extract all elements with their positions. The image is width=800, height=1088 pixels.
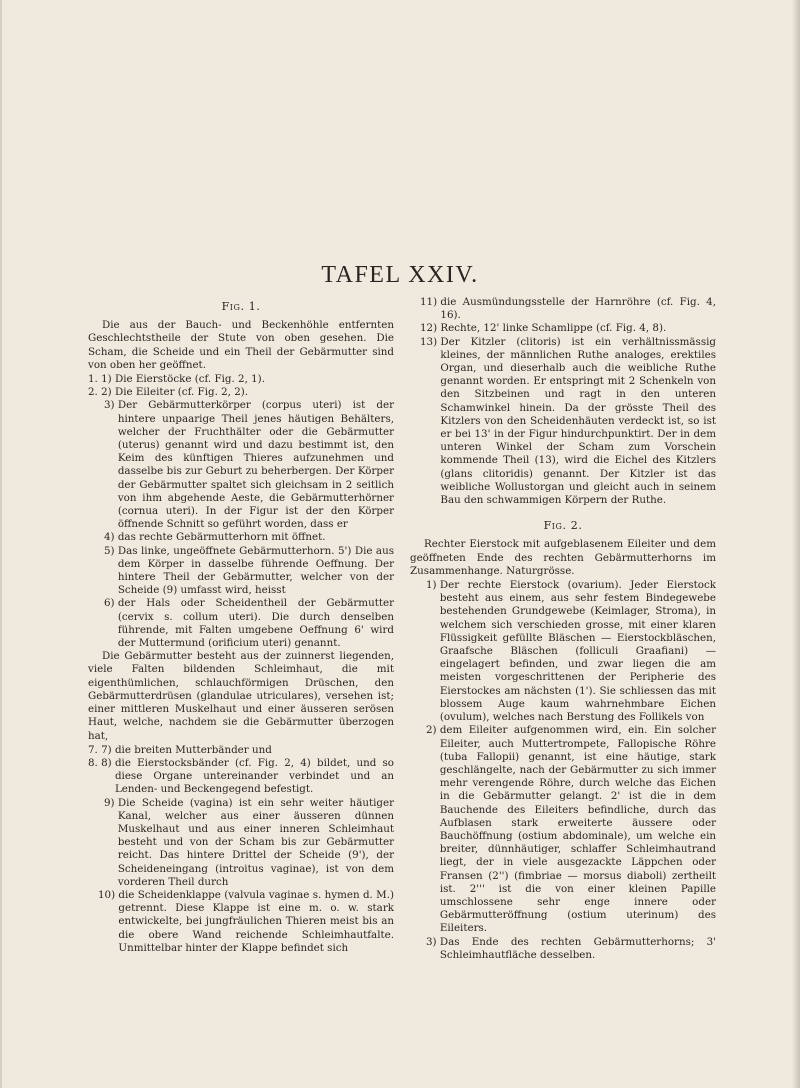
item-number: 6) [104, 597, 118, 610]
item-number: 9) [104, 796, 118, 809]
item-text: dem Eileiter aufgenommen wird, ein. Ein solcher Eileiter, auch Muttertrompete, Fallopische Röhre (tuba Fallopii) genannt, ist eine häutige, stark geschlängelte, nach der Gebärmutter zu sich immer mehr verengende Röhre, durch welche das Eichen in die Gebärmutter gelangt. 2' ist die in dem Bauchende des Eileiters befindliche, durch das Aufblasen stark erweiterte äussere oder Bauchöffnung (ostium abdominale), um welche ein breiter, dünnhäutiger, schlaffer Schleimhautrand liegt, der in viele ausgezackte Läppchen oder Fransen (2'') (fimbriae — morsus diaboli) zertheilt ist. 2''' ist die von einer kleinen Papille umschlossene sehr enge innere oder Gebärmutteröffnung (ostium uterinum) des Eileiters. [439, 724, 716, 935]
list-item [88, 889, 394, 955]
item-text: der Hals oder Scheidentheil der Gebärmutter (cervix s. collum uteri). Die durch denselben führende, mit Falten umgebene Oeffnung 6' wird der Muttermund (orificium uteri) genannt. [117, 597, 394, 650]
list-item [410, 336, 716, 508]
right-column [410, 296, 716, 962]
list-item [88, 545, 394, 598]
left-column [88, 296, 394, 955]
list-item [88, 744, 394, 757]
list-item [88, 597, 394, 650]
item-text: Die Scheide (vagina) ist ein sehr weiter häutiger Kanal, welcher aus einer äusseren dünnen Muskelhaut und aus einer inneren Schleimhaut besteht und von der Scham bis zur Gebärmutter reicht. Das hintere Drittel der Scheide (9'), der Scheideneingang (introitus vaginae), ist von dem vorderen Theil durch [117, 796, 394, 888]
list-item [88, 757, 394, 797]
fig2-intro: Rechter Eierstock mit aufgeblasenem Eileiter und dem geöffneten Ende des rechten Gebärmutterhorns im Zusammenhange. Naturgrösse. [410, 538, 716, 577]
page-edge-right [792, 0, 800, 1088]
item-text: die Scheidenklappe (valvula vaginae s. hymen d. M.) getrennt. Diese Klappe ist eine m. o. w. stark entwickelte, bei jungfräulichen Thieren meist bis an die obere Wand reichende Schleimhautfalte. Unmittelbar hinter der Klappe befindet sich [118, 888, 394, 954]
item-text: die breiten Mutterbänder und [114, 743, 272, 756]
item-number: 1) [426, 579, 440, 592]
list-item [88, 797, 394, 889]
item-text: Die Eierstöcke (cf. Fig. 2, 1). [114, 373, 265, 386]
fig1-intro: Die aus der Bauch- und Beckenhöhle entfernten Geschlechtstheile der Stute von oben gesehen. Die Scham, die Scheide und ein Theil der Gebärmutter sind von oben her geöffnet. [88, 319, 394, 371]
list-item [88, 373, 394, 386]
page-edge-left [0, 0, 2, 1088]
list-item [410, 724, 716, 935]
item-number: 12) [420, 322, 441, 335]
list-item [410, 322, 716, 335]
item-number: 3) [104, 399, 118, 412]
item-text: Das Ende des rechten Gebärmutterhorns; 3' Schleimhautfläche desselben. [439, 935, 716, 961]
item-text: die Ausmündungsstelle der Harnröhre (cf. Fig. 4, 16). [440, 296, 716, 322]
page-title: TAFEL XXIV. [321, 262, 479, 288]
item-number: 3) [426, 935, 440, 948]
list-item [410, 579, 716, 724]
item-number: 8. 8) [88, 756, 115, 769]
fig2-heading: Fig. 2. [543, 519, 583, 533]
item-text: das rechte Gebärmutterhorn mit öffnet. [117, 531, 326, 544]
list-item [88, 386, 394, 399]
item-text: Die Eileiter (cf. Fig. 2, 2). [114, 386, 249, 399]
item-text: Der Gebärmutterkörper (corpus uteri) ist der hintere unpaarige Theil jenes häutigen Behälters, welcher der Fruchthälter oder die Gebärmutter (uterus) genannt wird und dazu bestimmt ist, den Keim des künftigen Thieres aufzunehmen und dasselbe bis zur Geburt zu beherbergen. Der Körper der Gebärmutter spaltet sich gleichsam in 2 seitlich von ihm abgehende Aeste, die Gebärmutterhörner (cornua uteri). In der Figur ist der den Körper öffnende Schnitt so geführt worden, dass er [117, 399, 394, 531]
fig1-heading: Fig. 1. [221, 300, 261, 313]
list-item [410, 936, 716, 962]
item-text: Rechte, 12' linke Schamlippe (cf. Fig. 4, 8). [440, 322, 667, 335]
body-paragraph: Die Gebärmutter besteht aus der zuinnerst liegenden, viele Falten bildenden Schleimhaut, die mit eigenthümlichen, schlauchförmigen Drüschen, den Gebärmutterdrüsen (glandulae utriculares), versehen ist; einer mittleren Muskelhaut und einer äusseren serösen Haut, welche, nachdem sie die Gebärmutter überzogen hat, [88, 650, 394, 742]
item-text: die Eierstocksbänder (cf. Fig. 2, 4) bildet, und so diese Organe untereinander verbindet und an Lenden- und Beckengegend befestigt. [114, 756, 394, 796]
item-number: 7. 7) [88, 743, 115, 756]
item-number: 5) [104, 544, 118, 557]
item-number: 13) [420, 335, 441, 348]
item-text: Das linke, ungeöffnete Gebärmutterhorn. 5') Die aus dem Körper in dasselbe führende Oeffnung. Der hintere Theil der Gebärmutter, welcher von der Scheide (9) umfasst wird, heisst [117, 544, 394, 597]
item-number: 10) [98, 888, 119, 901]
item-number: 1. 1) [88, 373, 115, 386]
list-item [88, 399, 394, 531]
item-number: 2. 2) [88, 386, 115, 399]
item-text: Der Kitzler (clitoris) ist ein verhältnissmässig kleines, der männlichen Ruthe analoges, erektiles Organ, und dieserhalb auch die weibliche Ruthe genannt worden. Er entspringt mit 2 Schenkeln von den Sitzbeinen und ragt in den unteren Schamwinkel hinein. Da der grösste Theil des Kitzlers von den Scheidenhäuten verdeckt ist, so ist er bei 13' in der Figur hindurchpunktirt. Der in dem unteren Winkel der Scham zum Vorschein kommende Theil (13), wird die Eichel des Kitzlers (glans clitoridis) genannt. Der Kitzler ist das weibliche Wollustorgan und gleicht auch in seinem Bau den schwammigen Körpern der Ruthe. [440, 335, 716, 507]
list-item [88, 531, 394, 544]
item-number: 11) [420, 296, 441, 308]
item-number: 4) [104, 531, 118, 544]
item-text: Der rechte Eierstock (ovarium). Jeder Eierstock besteht aus einem, aus sehr festem Bindegewebe bestehenden Grundgewebe (Keimlager, Stroma), in welchem sich verschieden grosse, mit einer klaren Flüssigkeit gefüllte Bläschen — Eierstockbläschen, Graafsche Bläschen (folliculi Graafiani) — eingelagert befinden, und zwar liegen die am meisten vorgeschrittenen der Peripherie des Eierstockes am nächsten (1'). Sie schliessen das mit blossem Auge kaum wahrnehmbare Eichen (ovulum), welches nach Berstung des Follikels von [439, 579, 716, 724]
item-number: 2) [426, 724, 440, 737]
list-item [410, 296, 716, 322]
